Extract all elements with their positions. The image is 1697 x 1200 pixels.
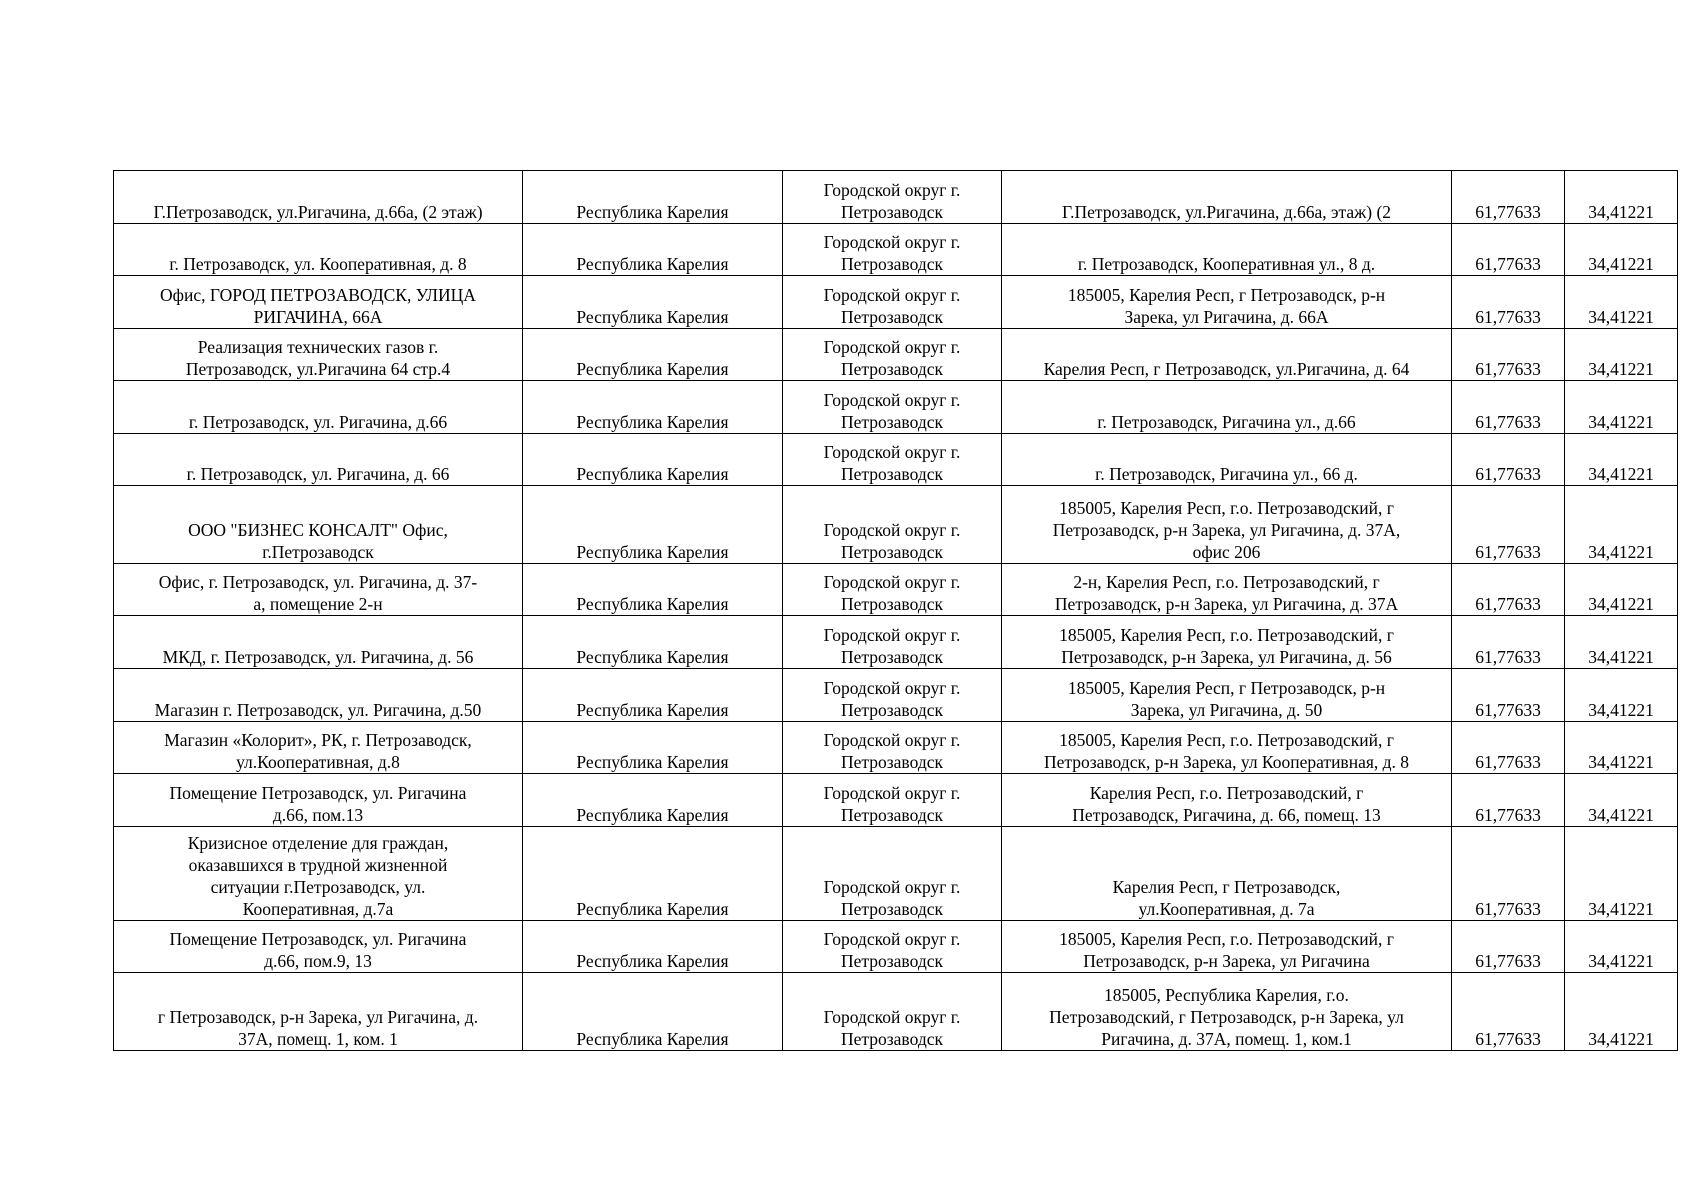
latitude-cell: 61,77633 [1452, 434, 1565, 486]
region-cell: Республика Карелия [523, 276, 783, 329]
address-cell: Г.Петрозаводск, ул.Ригачина, д.66а, этаж) (2 [1002, 171, 1452, 224]
object-name-cell: Реализация технических газов г. Петрозаводск, ул.Ригачина 64 стр.4 [114, 329, 523, 381]
district-cell: Городской округ г. Петрозаводск [783, 827, 1002, 921]
table-row [114, 973, 1678, 1051]
address-cell: г. Петрозаводск, Ригачина ул., д.66 [1002, 381, 1452, 434]
longitude-cell: 34,41221 [1565, 774, 1678, 827]
district-cell: Городской округ г. Петрозаводск [783, 434, 1002, 486]
region-cell: Республика Карелия [523, 827, 783, 921]
address-cell: 185005, Карелия Респ, г.о. Петрозаводский, г Петрозаводск, р-н Зарека, ул Кооперативная, д. 8 [1002, 722, 1452, 774]
region-cell: Республика Карелия [523, 669, 783, 722]
table-row [114, 381, 1678, 434]
object-name-cell: МКД, г. Петрозаводск, ул. Ригачина, д. 56 [114, 616, 523, 669]
latitude-cell: 61,77633 [1452, 921, 1565, 973]
region-cell: Республика Карелия [523, 722, 783, 774]
longitude-cell: 34,41221 [1565, 224, 1678, 276]
latitude-cell: 61,77633 [1452, 669, 1565, 722]
object-name-cell: г. Петрозаводск, ул. Ригачина, д. 66 [114, 434, 523, 486]
longitude-cell: 34,41221 [1565, 564, 1678, 616]
table-row [114, 434, 1678, 486]
longitude-cell: 34,41221 [1565, 827, 1678, 921]
district-cell: Городской округ г. Петрозаводск [783, 329, 1002, 381]
longitude-cell: 34,41221 [1565, 434, 1678, 486]
district-cell: Городской округ г. Петрозаводск [783, 774, 1002, 827]
address-cell: 185005, Республика Карелия, г.о. Петрозаводский, г Петрозаводск, р-н Зарека, ул Ригачина, д. 37А, помещ. 1, ком.1 [1002, 973, 1452, 1051]
address-cell: г. Петрозаводск, Ригачина ул., 66 д. [1002, 434, 1452, 486]
longitude-cell: 34,41221 [1565, 616, 1678, 669]
district-cell: Городской округ г. Петрозаводск [783, 921, 1002, 973]
table-row [114, 276, 1678, 329]
address-cell: Карелия Респ, г Петрозаводск, ул.Ригачина, д. 64 [1002, 329, 1452, 381]
table-body [114, 171, 1678, 1051]
object-name-cell: Офис, ГОРОД ПЕТРОЗАВОДСК, УЛИЦА РИГАЧИНА, 66А [114, 276, 523, 329]
longitude-cell: 34,41221 [1565, 486, 1678, 564]
longitude-cell: 34,41221 [1565, 381, 1678, 434]
latitude-cell: 61,77633 [1452, 486, 1565, 564]
longitude-cell: 34,41221 [1565, 921, 1678, 973]
table-row [114, 486, 1678, 564]
region-cell: Республика Карелия [523, 224, 783, 276]
district-cell: Городской округ г. Петрозаводск [783, 616, 1002, 669]
region-cell: Республика Карелия [523, 774, 783, 827]
latitude-cell: 61,77633 [1452, 224, 1565, 276]
address-cell: 185005, Карелия Респ, г.о. Петрозаводский, г Петрозаводск, р-н Зарека, ул Ригачина, д. 37А, офис 206 [1002, 486, 1452, 564]
district-cell: Городской округ г. Петрозаводск [783, 224, 1002, 276]
object-name-cell: Помещение Петрозаводск, ул. Ригачина д.66, пом.9, 13 [114, 921, 523, 973]
table-row [114, 616, 1678, 669]
table-row [114, 669, 1678, 722]
object-name-cell: ООО "БИЗНЕС КОНСАЛТ" Офис, г.Петрозаводск [114, 486, 523, 564]
document-sheet [113, 170, 1678, 1051]
region-cell: Республика Карелия [523, 381, 783, 434]
district-cell: Городской округ г. Петрозаводск [783, 973, 1002, 1051]
region-cell: Республика Карелия [523, 486, 783, 564]
address-table [113, 170, 1678, 1051]
address-cell: 185005, Карелия Респ, г Петрозаводск, р-н Зарека, ул Ригачина, д. 66А [1002, 276, 1452, 329]
object-name-cell: г. Петрозаводск, ул. Кооперативная, д. 8 [114, 224, 523, 276]
address-cell: г. Петрозаводск, Кооперативная ул., 8 д. [1002, 224, 1452, 276]
district-cell: Городской округ г. Петрозаводск [783, 669, 1002, 722]
region-cell: Республика Карелия [523, 171, 783, 224]
region-cell: Республика Карелия [523, 921, 783, 973]
district-cell: Городской округ г. Петрозаводск [783, 564, 1002, 616]
address-cell: 185005, Карелия Респ, г.о. Петрозаводский, г Петрозаводск, р-н Зарека, ул Ригачина [1002, 921, 1452, 973]
region-cell: Республика Карелия [523, 434, 783, 486]
object-name-cell: Г.Петрозаводск, ул.Ригачина, д.66а, (2 этаж) [114, 171, 523, 224]
latitude-cell: 61,77633 [1452, 171, 1565, 224]
longitude-cell: 34,41221 [1565, 973, 1678, 1051]
table-row [114, 722, 1678, 774]
district-cell: Городской округ г. Петрозаводск [783, 276, 1002, 329]
latitude-cell: 61,77633 [1452, 973, 1565, 1051]
longitude-cell: 34,41221 [1565, 669, 1678, 722]
object-name-cell: Магазин «Колорит», РК, г. Петрозаводск, ул.Кооперативная, д.8 [114, 722, 523, 774]
object-name-cell: Офис, г. Петрозаводск, ул. Ригачина, д. 37- а, помещение 2-н [114, 564, 523, 616]
latitude-cell: 61,77633 [1452, 564, 1565, 616]
table-row [114, 827, 1678, 921]
region-cell: Республика Карелия [523, 616, 783, 669]
district-cell: Городской округ г. Петрозаводск [783, 381, 1002, 434]
latitude-cell: 61,77633 [1452, 827, 1565, 921]
table-row [114, 329, 1678, 381]
table-row [114, 921, 1678, 973]
latitude-cell: 61,77633 [1452, 329, 1565, 381]
longitude-cell: 34,41221 [1565, 276, 1678, 329]
latitude-cell: 61,77633 [1452, 722, 1565, 774]
table-row [114, 224, 1678, 276]
address-cell: 185005, Карелия Респ, г Петрозаводск, р-н Зарека, ул Ригачина, д. 50 [1002, 669, 1452, 722]
longitude-cell: 34,41221 [1565, 329, 1678, 381]
object-name-cell: Кризисное отделение для граждан, оказавшихся в трудной жизненной ситуации г.Петрозаводск, ул. Кооперативная, д.7а [114, 827, 523, 921]
region-cell: Республика Карелия [523, 973, 783, 1051]
address-cell: 185005, Карелия Респ, г.о. Петрозаводский, г Петрозаводск, р-н Зарека, ул Ригачина, д. 56 [1002, 616, 1452, 669]
latitude-cell: 61,77633 [1452, 616, 1565, 669]
table-row [114, 564, 1678, 616]
latitude-cell: 61,77633 [1452, 381, 1565, 434]
object-name-cell: Помещение Петрозаводск, ул. Ригачина д.66, пом.13 [114, 774, 523, 827]
address-cell: 2-н, Карелия Респ, г.о. Петрозаводский, г Петрозаводск, р-н Зарека, ул Ригачина, д. 37А [1002, 564, 1452, 616]
district-cell: Городской округ г. Петрозаводск [783, 486, 1002, 564]
district-cell: Городской округ г. Петрозаводск [783, 722, 1002, 774]
address-cell: Карелия Респ, г Петрозаводск, ул.Кооперативная, д. 7а [1002, 827, 1452, 921]
table-row [114, 774, 1678, 827]
region-cell: Республика Карелия [523, 329, 783, 381]
table-row [114, 171, 1678, 224]
region-cell: Республика Карелия [523, 564, 783, 616]
longitude-cell: 34,41221 [1565, 171, 1678, 224]
object-name-cell: Магазин г. Петрозаводск, ул. Ригачина, д.50 [114, 669, 523, 722]
district-cell: Городской округ г. Петрозаводск [783, 171, 1002, 224]
object-name-cell: г. Петрозаводск, ул. Ригачина, д.66 [114, 381, 523, 434]
object-name-cell: г Петрозаводск, р-н Зарека, ул Ригачина, д. 37А, помещ. 1, ком. 1 [114, 973, 523, 1051]
longitude-cell: 34,41221 [1565, 722, 1678, 774]
latitude-cell: 61,77633 [1452, 774, 1565, 827]
latitude-cell: 61,77633 [1452, 276, 1565, 329]
address-cell: Карелия Респ, г.о. Петрозаводский, г Петрозаводск, Ригачина, д. 66, помещ. 13 [1002, 774, 1452, 827]
